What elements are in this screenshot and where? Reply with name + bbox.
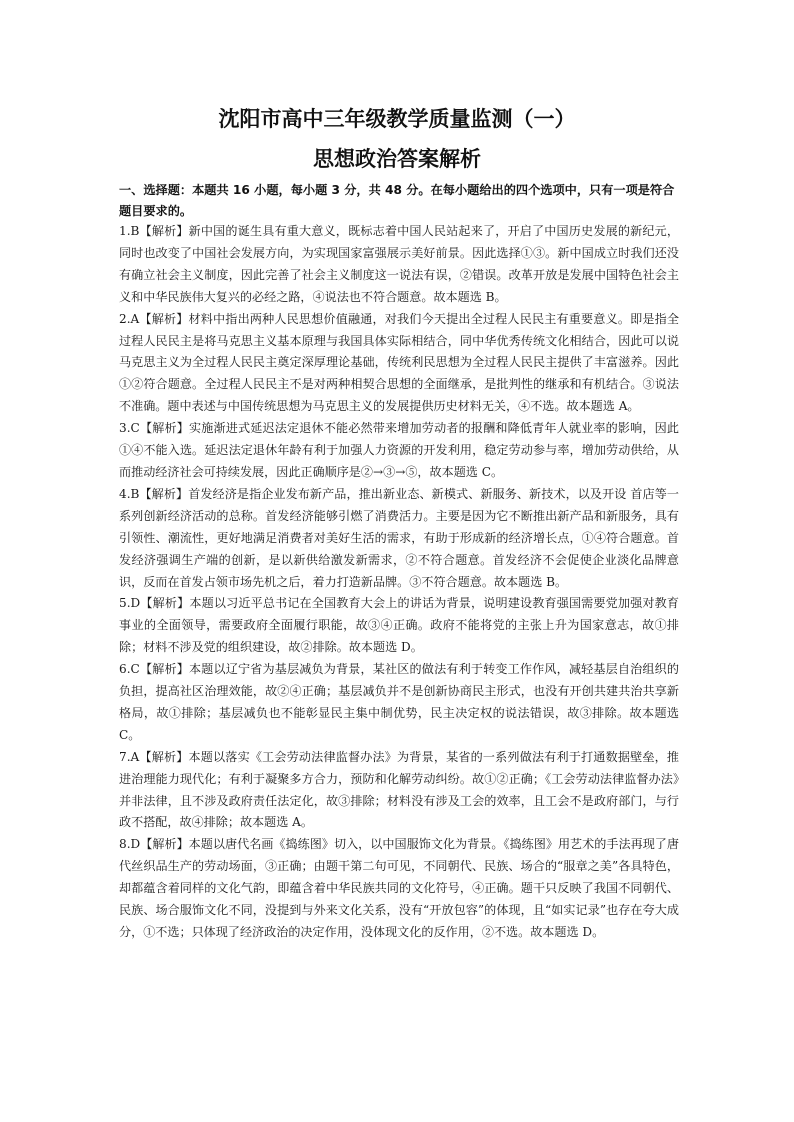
answer-item-6: 6.C【解析】本题以辽宁省为基层减负为背景，某社区的做法有利于转变工作作风，减轻基层自治组织的负担，提高社区治理效能，故②④正确；基层减负并不是创新协商民主形式，也没有开创共建共治共享新格局，故①排除；基层减负也不能彰显民主集中制优势，民主决定权的说法错误，故③排除。故本题选 C。 (119, 662, 679, 742)
answer-item-1: 1.B【解析】新中国的诞生具有重大意义，既标志着中国人民站起来了，开启了中国历史发展的新纪元，同时也改变了中国社会发展方向，为实现国家富强展示美好前景。因此选择①③。新中国成立时我们还没有确立社会主义制度，因此完善了社会主义制度这一说法有误，②错误。改革开放是发展中国特色社会主义和中华民族伟大复兴的必经之路，④说法也不符合题意。故本题选 B。 (119, 224, 679, 304)
section-heading: 一、选择题：本题共 16 小题，每小题 3 分，共 48 分。在每小题给出的四个选项中，只有一项是符合题目要求的。 (119, 183, 675, 218)
answer-item-3: 3.C【解析】实施渐进式延迟法定退休不能必然带来增加劳动者的报酬和降低青年人就业率的影响，因此①④不能入选。延迟法定退休年龄有利于加强人力资源的开发利用，稳定劳动参与率，增加劳动供给，从而推动经济社会可持续发展，因此正确顺序是②→③→⑤，故本题选 C。 (119, 421, 679, 479)
answer-item-4: 4.B【解析】首发经济是指企业发布新产品，推出新业态、新模式、新服务、新技术，以及开设 首店等一系列创新经济活动的总称。首发经济能够引燃了消费活力。主要是因为它不断推出新产品和新服务，具有引领性、潮流性，更好地满足消费者对美好生活的需求，有助于形成新的经济增长点，①④符合题意。首发经济强调生产端的创新，是以新供给激发新需求，②不符合题意。首发经济不会促使企业淡化品牌意识，反而在首发占领市场先机之后，着力打造新品牌。③不符合题意。故本题选 B。 (119, 486, 679, 589)
answer-list (119, 221, 679, 944)
page-subtitle: 思想政治答案解析 (313, 146, 481, 171)
page-title: 沈阳市高中三年级教学质量监测（一） (218, 106, 576, 131)
answer-item-8: 8.D【解析】本题以唐代名画《捣练图》切入，以中国服饰文化为背景。《捣练图》用艺术的手法再现了唐代丝织品生产的劳动场面，③正确；由题干第二句可见，不同朝代、民族、场合的“服章之美”各具特色，却都蕴含着同样的文化气韵，即蕴含着中华民族共同的文化符号，④正确。题干只反映了我国不同朝代、民族、场合服饰文化不同，没提到与外来文化关系，没有“开放包容”的体现，且“如实记录”也存在夸大成分，①不选；只体现了经济政治的决定作用，没体现文化的反作用，②不选。故本题选 D。 (119, 837, 679, 939)
answer-item-7: 7.A【解析】本题以落实《工会劳动法律监督办法》为背景，某省的一系列做法有利于打通数据壁垒，推进治理能力现代化；有利于凝聚多方合力，预防和化解劳动纠纷。故①②正确；《工会劳动法律监督办法》并非法律，且不涉及政府责任法定化，故③排除；材料没有涉及工会的效率，且工会不是政府部门，与行政不搭配，故④排除；故本题选 A。 (119, 749, 679, 830)
answer-item-5: 5.D【解析】本题以习近平总书记在全国教育大会上的讲话为背景，说明建设教育强国需要党加强对教育事业的全面领导，需要政府全面履行职能，故③④正确。政府不能将党的主张上升为国家意志，故①排除；材料不涉及党的组织建设，故②排除。故本题选 D。 (119, 596, 679, 655)
answer-item-2: 2.A【解析】材料中指出两种人民思想价值融通，对我们今天提出全过程人民民主有重要意义。即是指全过程人民民主是将马克思主义基本原理与我国具体实际相结合，同中华优秀传统文化相结合，因此可以说马克思主义为全过程人民民主奠定深厚理论基础，传统利民思想为全过程人民民主提供了丰富滋养。因此①②符合题意。全过程人民民主不是对两种相契合思想的全面继承，是批判性的继承和有机结合。③说法不准确。题中表述与中国传统思想为马克思主义的发展提供历史材料无关，④不选。故本题选 A。 (119, 311, 679, 414)
